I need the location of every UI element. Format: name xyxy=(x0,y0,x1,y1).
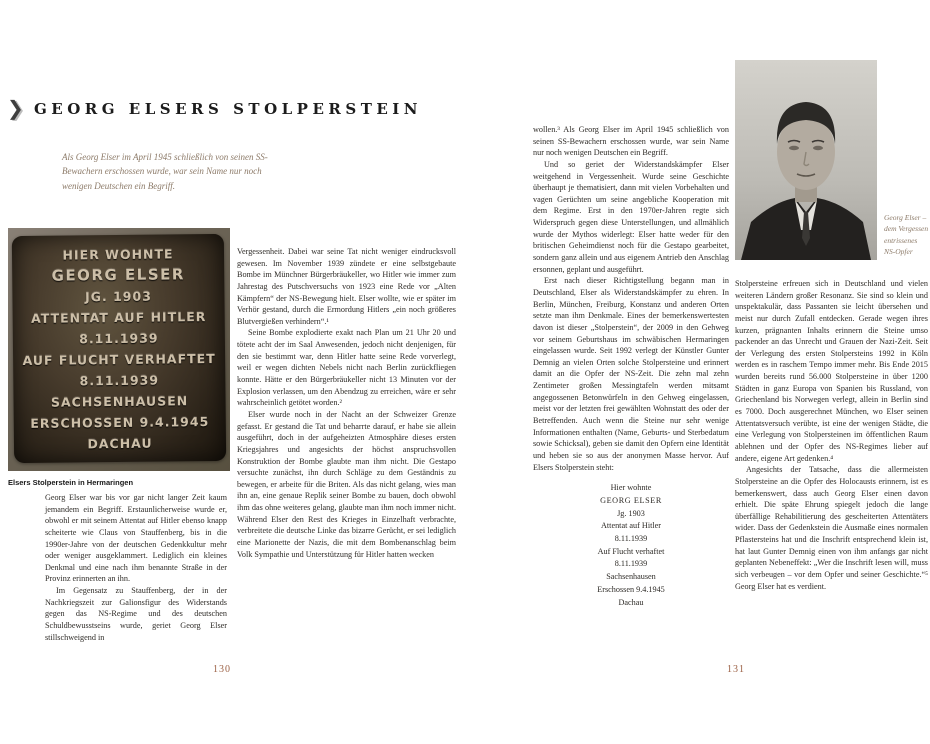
paragraph: Seine Bombe explodierte exakt nach Plan um 21 Uhr 20 und tötete acht der im Saal Anwesenden, jedoch nicht denjenigen, für den sie bestimmt war, denn Hitler hatte seine Rede vorverlegt, weil er wegen dichten Nebels nicht nach Berlin zurückfliegen konnte. Hätte er den Bürgerbräukeller nicht 13 Minuten vor der Explosion verlassen, um den Abendzug zu erreichen, wäre er sehr wahrscheinlich getötet worden.² xyxy=(237,328,456,408)
intro-quote: Als Georg Elser im April 1945 schließlich von seinen SS-Bewachern erschossen wurde, war sein Name nur noch wenigen Deutschen ein Begriff. xyxy=(62,152,268,191)
inscription-line: GEORG ELSER xyxy=(600,495,662,505)
page-number-right: 131 xyxy=(727,664,745,675)
paragraph: Und so geriet der Widerstandskämpfer Elser weitgehend in Vergessenheit. Wurde seine Geschichte überhaupt je thematisiert, dann mit vielen Vorbehalten und vagen Gerüchten um seine angebliche Kooperation mit dem Regime. Erst in den 1970er-Jahren regte sich Widerspruch gegen diese Unterstellungen, und allmählich wurde der Mythos widerlegt: Elser hatte weder für den britischen Geheimdienst noch für die Gestapo gearbeitet, sondern ganz allein und aus eigenem Antrieb den Anschlag ersonnen, geplant und ausgeführt. xyxy=(533,159,729,274)
stolperstein-brass-plate xyxy=(12,234,226,463)
paragraph: Erst nach dieser Richtigstellung begann man in Deutschland, Elser als Widerstandskämpfer zu ehren. In Berlin, München, Freiburg, Konstanz und anderen Orten setzte man ihm Denkmale. Eines der bemerkenswertesten davon ist dieser „Stolperstein“, der 2009 in den Gehweg vor seinem Geburtshaus im schwäbischen Hermaringen eingelassen wurde. Seit 1992 verlegt der Künstler Gunter Demnig an vielen Orten solche Stolpersteine und erinnert damit an die Opfer der NS-Zeit. Die zehn mal zehn Zentimeter großen Messingtafeln werden mitsamt angegossenen Betonwürfeln in den Gehweg eingelassen, meist vor der letzten frei gewählten Wohnstatt des oder der Betreffenden. Auch wenn die Steine nur sehr wenige Informationen enthalten (Name, Geburts- und Sterbedatum sowie Schicksal), geben sie damit den Opfern eine Identität und heben sie so aus der anonymen Masse hervor. Auf Elsers Stolperstein steht: xyxy=(533,276,729,472)
inscription-line: Auf Flucht verhaftet xyxy=(597,546,665,556)
inscription-line: 8.11.1939 xyxy=(614,534,648,544)
georg-elser-portrait xyxy=(735,60,877,260)
inscription-line: Sachsenhausen xyxy=(606,572,656,582)
inscription-line: Attentat auf Hitler xyxy=(600,521,662,531)
paragraph: wollen.³ Als Georg Elser im April 1945 schließlich von seinen SS-Bewachern erschossen wurde, war sein Name nur noch wenigen Deutschen ein Begriff. xyxy=(533,125,729,158)
stone-inscription-line: DACHAU xyxy=(87,435,153,451)
inscription-line: Dachau xyxy=(618,597,644,607)
stolperstein-photo-caption: Elsers Stolperstein in Hermaringen xyxy=(8,478,134,487)
stone-inscription-line: ATTENTAT AUF HITLER xyxy=(30,308,207,326)
inscription-line: Erschossen 9.4.1945 xyxy=(597,584,665,594)
stone-inscription-line: 8.11.1939 xyxy=(79,330,159,346)
inscription-line: 8.11.1939 xyxy=(614,559,648,569)
stone-inscription-line: SACHSENHAUSEN xyxy=(50,392,189,410)
inscription-line: Hier wohnte xyxy=(610,483,652,493)
paragraph: Georg Elser war bis vor gar nicht langer Zeit kaum jemandem ein Begriff. Erstaunlicherweise wurde er, obwohl er mit seinem Attentat auf Hitler ebenso knapp scheiterte wie Claus von Stauffenberg, bis in die 1990er-Jahre von der deutschen Gedenkkultur mehr oder weniger ausgeklammert. Lediglich ein kleines Denkmal und eine nach ihm benannte Straße in der Provinz erinnerten an ihn. xyxy=(45,493,227,584)
paragraph: Vergessenheit. Dabei war seine Tat nicht weniger eindrucksvoll gewesen. Im November 1939 zündete er eine selbstgebaute Bombe im Münchner Bürgerbräukeller, wo Hitler wie immer zum Jahrestag des Putschversuchs von 1923 eine Rede vor „Alten Kämpfern“ der NS-Bewegung hielt. Elser wollte, wie er später im Verhör gestand, durch die Ermordung Hitlers „ein noch größeres Blutvergießen verhindern“.¹ xyxy=(237,247,456,326)
stone-inscription-line: JG. 1903 xyxy=(84,288,152,304)
stolperstein-inscription-block xyxy=(533,482,729,609)
stone-inscription-line: AUF FLUCHT VERHAFTET xyxy=(22,350,216,368)
paragraph: Stolpersteine erfreuen sich in Deutschland und vielen weiteren Ländern großer Resonanz. Sie sind so klein und unspektakulär, dass Passanten sie leicht übersehen und meist nur durch Zufall entdecken. Gerade wegen ihres kurzen, prägnanten Inhalts erinnern die Steine umso packender an das Unrecht und Grauen der Nazi-Zeit. Seit der Verlegung des ersten Stolpersteins 1992 in Köln werden es in raschem Tempo immer mehr. Bis Ende 2015 wurden bereits rund 56.000 Stolpersteine in über 1200 Städten in ganz Europa von Spanien bis Russland, von Griechenland bis Norwegen verlegt, allein in Berlin sind es 7000. Doch ausgerechnet München, wo Elser seinen Attentatsversuch verübte, ist eine der wenigen Städte, die eine Verlegung von Stolpersteinen im öffentlichen Raum ablehnen und der Opfer des NS-Regimes lieber auf andere, eigene Art gedenken.⁴ xyxy=(735,279,928,463)
paragraph: Im Gegensatz zu Stauffenberg, der in der Nachkriegszeit zur Galionsfigur des Widerstands gegen das NS-Regime und des deutschen Schuldbewusstseins wurde, geriet Georg Elser stillschweigend in xyxy=(45,586,227,642)
inscription-line: Jg. 1903 xyxy=(617,508,645,518)
page-number-left: 130 xyxy=(213,664,231,675)
right-page-column-2 xyxy=(735,278,928,592)
left-page-column-2 xyxy=(237,246,456,560)
stolperstein-photo xyxy=(8,228,230,471)
page-title: GEORG ELSERS STOLPERSTEIN xyxy=(34,100,423,118)
chevron-icon: ❯ xyxy=(7,96,24,120)
stone-inscription-line: GEORG ELSER xyxy=(51,264,185,285)
stone-inscription-line: HIER WOHNTE xyxy=(62,245,174,263)
portrait-illustration xyxy=(735,60,877,260)
paragraph: Elser wurde noch in der Nacht an der Schweizer Grenze gefasst. Er gestand die Tat und beharrte darauf, er habe sie allein ausgeführt, doch in der aufgeheizten Atmosphäre dieses ersten Kriegsjahres und angesichts der höchst anspruchsvollen Konstruktion der Bombe glaubte man ihm nicht. Die Gestapo versuchte zunächst, ihn durch Schläge zu dem Geständnis zu bewegen, er arbeite für die Briten. Als das nicht gelang, wies man ihn an, eine genaue Replik seiner Bombe zu bauen, doch obwohl ihm das ohne weiteres gelang, glaubte man ihm noch immer nicht. Während Elser den Rest des Krieges in Einzelhaft verbrachte, verbreitete die deutsche Linke das bizarre Gerücht, er sei lediglich eine Marionette der Nazis, die mit dem Bombenanschlag beim Volk Sympathie und Unterstützung für Hitler hatten wecken xyxy=(237,409,456,559)
right-page-column-1 xyxy=(533,124,729,609)
stone-inscription-line: ERSCHOSSEN 9.4.1945 xyxy=(30,413,210,431)
paragraph: Angesichts der Tatsache, dass die allermeisten Stolpersteine an die Opfer des Holocausts erinnern, ist es bemerkenswert, dass auch Georg Elser einen davon erhielt. Die späte Ehrung spiegelt jedoch die lange überfällige Rehabilitierung des gescheiterten Attentäters wider. Dass der Gedenkstein die Ausmaße eines normalen Pflastersteins hat und die Inschrift entsprechend klein ist, hat laut Gunter Demnig einen von ihm anfangs gar nicht geplanten Nebeneffekt: „Wer die Inschrift lesen will, muss sich verbeugen – vor dem Opfer und seiner Geschichte.“⁵ Georg Elser hat es verdient. xyxy=(735,465,928,591)
left-page-column-1 xyxy=(45,492,227,643)
stone-inscription-line: 8.11.1939 xyxy=(79,372,160,388)
portrait-caption: Georg Elser – dem Vergessen entrissenes NS-Opfer xyxy=(884,213,929,256)
